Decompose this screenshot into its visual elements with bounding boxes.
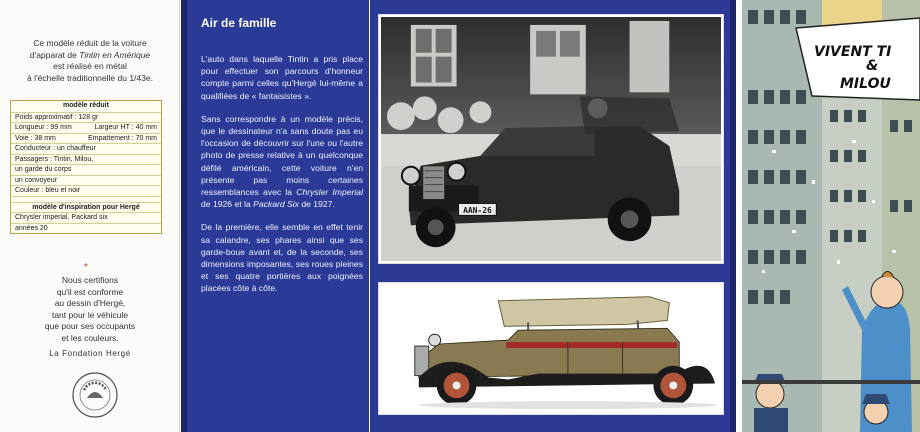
intro-line-3: est réalisé en métal: [53, 61, 127, 71]
cert-line: Nous certifions: [61, 275, 119, 285]
cert-line: que pour ses occupants: [44, 321, 136, 331]
comic-parade-illustration: [742, 0, 920, 432]
certification-text: [10, 275, 170, 344]
paragraph-2: Sans correspondre à un modèle précis, que le dessinateur n'a sans doute pas eu l'occasion de découvrir sur l'une ou l'autre photo de presse relative à un quelconque défilé américain, cette voiture n'en présente pas moins certaines ressemblances avec la Chrysler Imperial de 1926 et la Packard Six de 1927.: [201, 113, 363, 210]
cert-line: tant pour le véhicule: [51, 309, 129, 320]
spec-row: Conducteur : un chauffeur: [11, 143, 161, 154]
license-plate: AAN-26: [463, 205, 492, 215]
car-illustration: [378, 282, 724, 415]
spec-row: Longueur : 99 mm Largeur HT : 40 mm: [11, 122, 161, 133]
spec-row: Poids approximatif : 128 gr: [11, 112, 161, 123]
car-name-chrysler: Chrysler Imperial: [296, 187, 363, 198]
star-icon: *: [84, 262, 88, 273]
inspiration-row: années 20: [11, 223, 161, 234]
spec-row: un convoyeur: [11, 175, 161, 186]
info-panel: [0, 0, 180, 432]
vintage-car-photo: [378, 14, 724, 264]
car-illustration-image: [379, 283, 723, 414]
signature: La Fondation Hergé: [49, 349, 131, 358]
spec-row: Voie : 38 mm Empattement : 70 mm: [11, 133, 161, 144]
spec-table: [10, 100, 162, 234]
spec-row: Passagers : Tintin, Milou,: [11, 154, 161, 165]
fondation-seal-icon: [70, 370, 120, 420]
car-name-packard: Packard Six: [253, 199, 299, 210]
inspiration-row: Chrysler imperial, Packard six: [11, 212, 161, 223]
spec-row: Couleur : bleu et noir: [11, 185, 161, 196]
section-title: Air de famille: [201, 16, 277, 30]
banner-line-1: VIVENT TI: [814, 44, 892, 60]
article-body: [201, 53, 363, 306]
car-photo-image: [381, 17, 721, 261]
paragraph-1: L'auto dans laquelle Tintin a pris place pour effectuer son parcours d'honneur compte parmi celles qu'Hergé lui-même a qualifiées de « fantaisistes ».: [201, 54, 363, 101]
spec-title: modèle réduit: [63, 102, 109, 109]
inspiration-title: modèle d'inspiration pour Hergé: [11, 202, 161, 213]
banner-line-2: &: [866, 58, 879, 74]
comic-panel: [742, 0, 920, 432]
cert-line: qu'il est conforme: [56, 286, 124, 297]
cert-line: au dessin d'Hergé,: [54, 298, 126, 308]
paragraph-3: De la première, elle semble en effet tenir sa calandre, ses phares ainsi que ses garde-boue avant et, de la seconde, ses dimensions imposantes, ses roues pleines et ses quatre portières aux poignées placées côte à côte.: [201, 222, 363, 294]
article-panel: [181, 0, 369, 432]
spec-row: un garde du corps: [11, 164, 161, 175]
model-intro: [10, 38, 170, 84]
cert-line: et les couleurs.: [61, 332, 119, 343]
photo-panel: [370, 0, 736, 432]
intro-line-2: d'apparat de: [29, 49, 80, 60]
intro-book-title: Tintin en Amérique: [79, 49, 151, 60]
intro-line-1: Ce modèle réduit de la voiture: [33, 38, 147, 48]
banner-line-3: MILOU: [840, 76, 891, 92]
intro-line-4: à l'échelle traditionnelle du 1/43e.: [27, 72, 153, 83]
